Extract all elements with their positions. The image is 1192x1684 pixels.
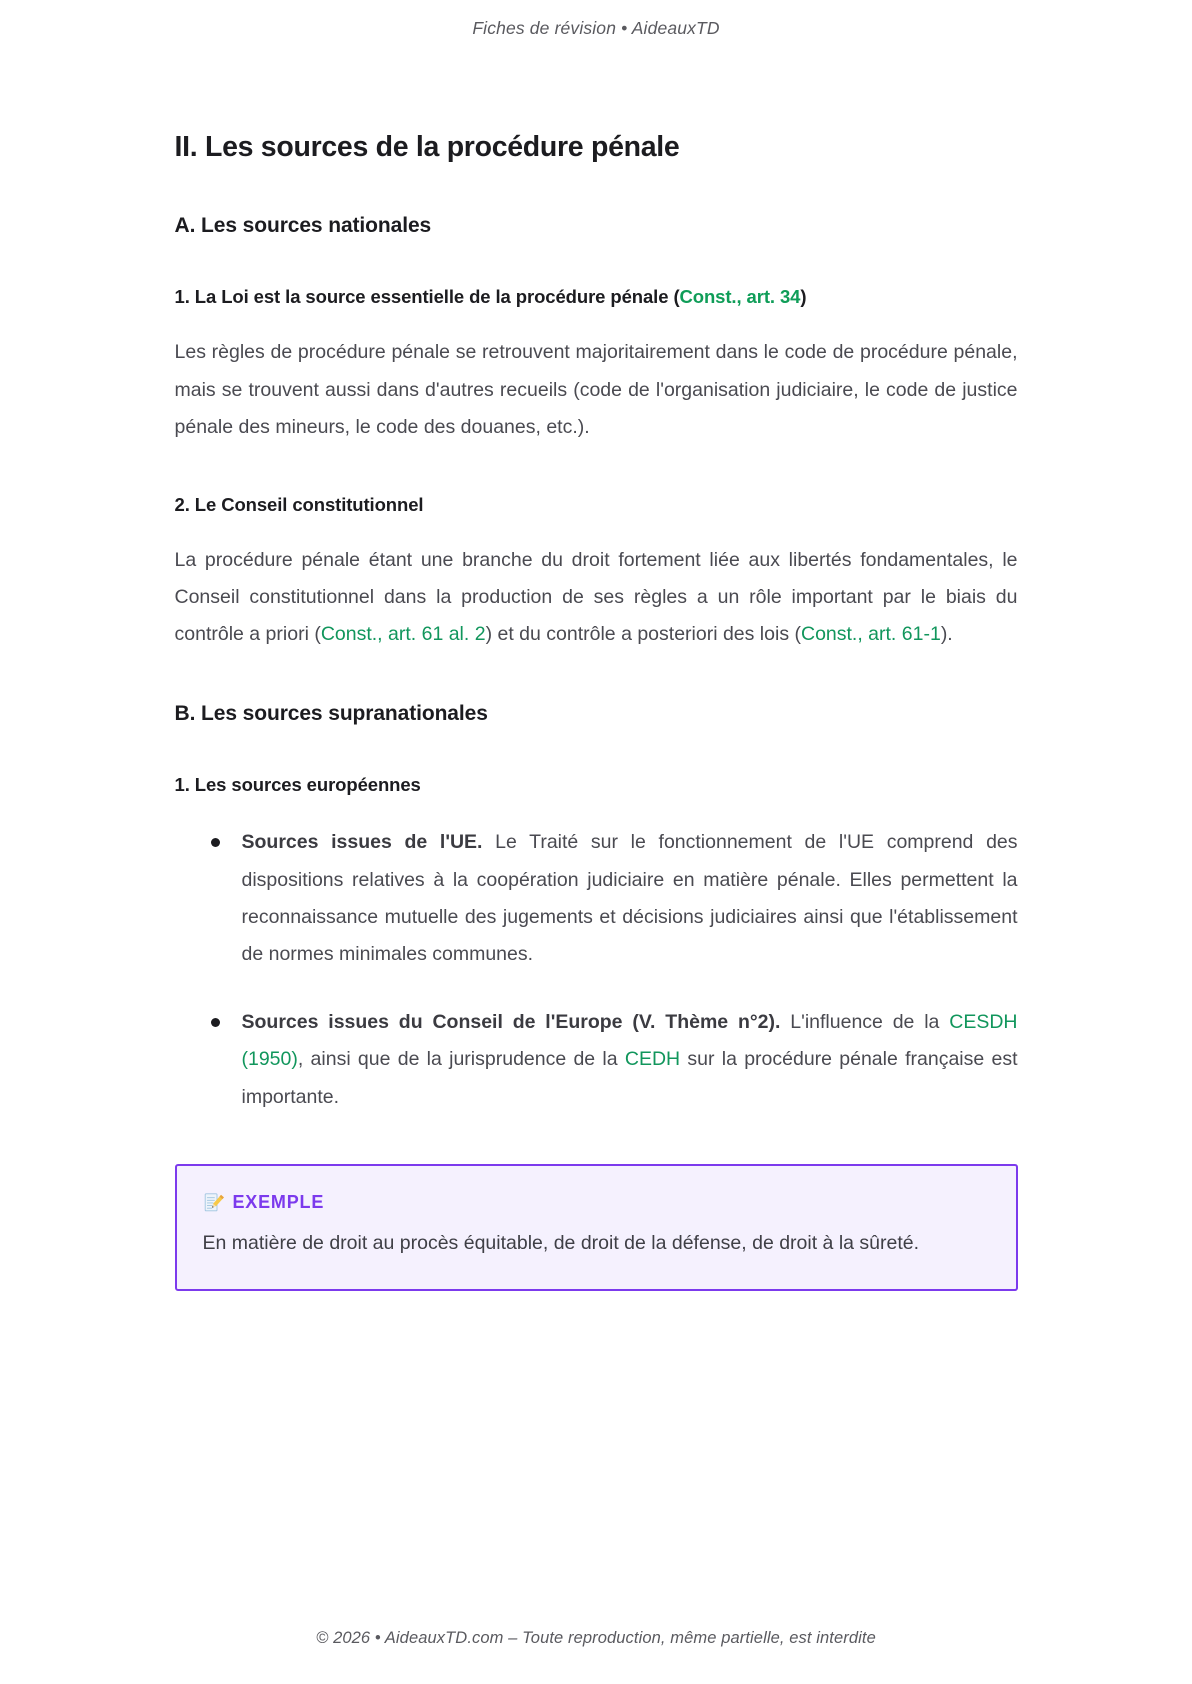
memo-icon xyxy=(203,1190,224,1215)
bullet-text: Le Traité sur le fonctionnement de l'UE comprend des dispositions relatives à la coopération judiciaire en matière pénale. Elles permettent la reconnaissance mutuelle des jugements et décisions judiciaires ainsi que l'établissement de normes minimales communes. xyxy=(241,831,1018,966)
legal-reference-cesdh-1950: CESDH (1950) xyxy=(241,1010,1018,1071)
bullet-lead-in: Sources issues de l'UE. xyxy=(241,831,483,854)
legal-reference-const-art-34: Const., art. 34 xyxy=(679,286,801,308)
legal-reference-const-art-61-al-2: Const., art. 61 al. 2 xyxy=(320,623,486,646)
example-callout-title: EXEMPLE xyxy=(232,1192,325,1213)
example-callout-header xyxy=(203,1190,990,1215)
bullet-lead-in: Sources issues du Conseil de l'Europe (V. Thème n°2). xyxy=(241,1010,781,1033)
paragraph-text-part-1: La procédure pénale étant une branche du droit fortement liée aux libertés fondamentales, le Conseil constitutionnel dans la production de ses règles a un rôle important par le biais du contrôle a priori ( xyxy=(174,548,1018,646)
bullet-text-part-2: , ainsi que de la jurisprudence de la xyxy=(297,1048,625,1071)
legal-reference-const-art-61-1: Const., art. 61-1 xyxy=(800,623,941,646)
list-item xyxy=(175,824,1018,974)
list-item xyxy=(175,1004,1018,1116)
bullet-dot-icon xyxy=(211,838,220,847)
bullet-text-part-3: sur la procédure pénale française est importante. xyxy=(241,1048,1018,1108)
running-header: Fiches de révision • AideauxTD xyxy=(472,18,720,38)
example-callout xyxy=(175,1164,1018,1290)
heading-text-after: ) xyxy=(800,286,807,308)
subsection-a-title: A. Les sources nationales xyxy=(174,214,432,238)
subsection-b-title: B. Les sources supranationales xyxy=(174,701,488,725)
paragraph-text-part-3: ). xyxy=(940,623,953,646)
subsection-a-item-1-heading xyxy=(175,285,1018,310)
subsection-a-item-2-paragraph xyxy=(175,542,1018,654)
legal-reference-cedh: CEDH xyxy=(624,1048,681,1071)
heading-text-before: 1. La Loi est la source essentielle de la procédure pénale ( xyxy=(174,286,680,308)
section-title: II. Les sources de la procédure pénale xyxy=(174,131,680,163)
bullet-dot-icon xyxy=(211,1018,220,1027)
subsection-a-item-2-heading: 2. Le Conseil constitutionnel xyxy=(174,493,424,515)
running-footer: © 2026 • AideauxTD.com – Toute reproduction, même partielle, est interdite xyxy=(316,1629,876,1647)
bullet-text-part-1: L'influence de la xyxy=(780,1010,950,1033)
subsection-a-item-1-paragraph: Les règles de procédure pénale se retrouvent majoritairement dans le code de procédure pénale, mais se trouvent aussi dans d'autres recueils (code de l'organisation judiciaire, le code de justice pénale des mineurs, le code des douanes, etc.). xyxy=(174,341,1018,439)
document-content xyxy=(175,39,1018,1629)
example-callout-body: En matière de droit au procès équitable, de droit de la défense, de droit à la sûreté. xyxy=(202,1232,920,1255)
paragraph-text-part-2: ) et du contrôle a posteriori des lois ( xyxy=(485,623,801,646)
european-sources-list xyxy=(175,824,1018,1116)
subsection-b-item-1-heading: 1. Les sources européennes xyxy=(174,774,421,796)
